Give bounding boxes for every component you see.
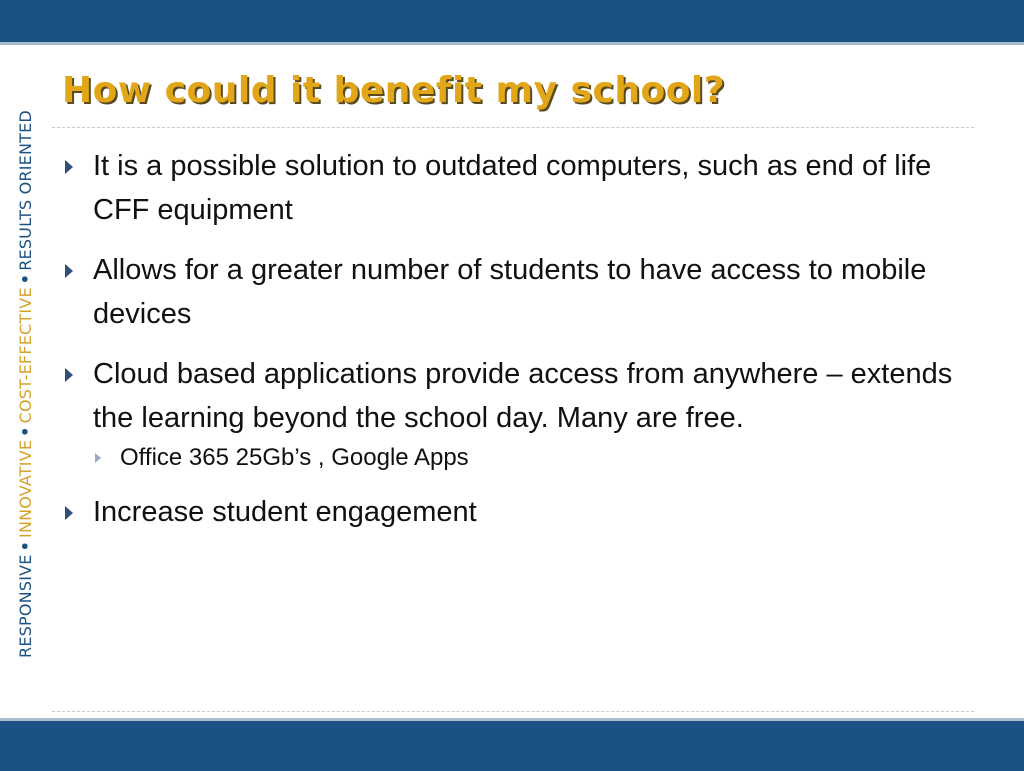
slide-title: How could it benefit my school? bbox=[62, 70, 726, 111]
bullet-text: It is a possible solution to outdated computers, such as end of life CFF equipment bbox=[93, 150, 932, 226]
sub-bullet-text: Office 365 25Gb’s , Google Apps bbox=[120, 444, 469, 471]
bullet-arrow-icon bbox=[65, 160, 73, 174]
tagline-separator: • bbox=[16, 540, 35, 552]
tagline-item: COST-EFFECTIVE bbox=[16, 287, 35, 424]
tagline-separator: • bbox=[16, 426, 35, 437]
top-banner bbox=[0, 0, 1024, 45]
sub-bullet-arrow-icon bbox=[95, 453, 101, 463]
bullet-list bbox=[62, 144, 987, 550]
side-tagline bbox=[16, 110, 36, 658]
bullet-item bbox=[62, 490, 987, 534]
tagline-item: RESPONSIVE bbox=[16, 554, 35, 658]
bullet-text: Increase student engagement bbox=[93, 496, 477, 528]
bullet-item bbox=[62, 352, 987, 440]
tagline-item: RESULTS ORIENTED bbox=[16, 110, 35, 271]
bullet-item bbox=[62, 248, 987, 336]
bullet-arrow-icon bbox=[65, 368, 73, 382]
bottom-banner bbox=[0, 718, 1024, 771]
tagline-item: INNOVATIVE bbox=[16, 439, 35, 538]
footer-divider bbox=[52, 711, 974, 712]
sub-bullet-item bbox=[95, 442, 987, 474]
bullet-text: Allows for a greater number of students to have access to mobile devices bbox=[93, 254, 927, 330]
bullet-item bbox=[62, 144, 987, 232]
title-divider bbox=[52, 127, 974, 128]
tagline-separator: • bbox=[16, 273, 35, 285]
bullet-text: Cloud based applications provide access from anywhere – extends the learning beyond the school day. Many are free. bbox=[93, 358, 953, 434]
bullet-arrow-icon bbox=[65, 264, 73, 278]
bullet-arrow-icon bbox=[65, 506, 73, 520]
